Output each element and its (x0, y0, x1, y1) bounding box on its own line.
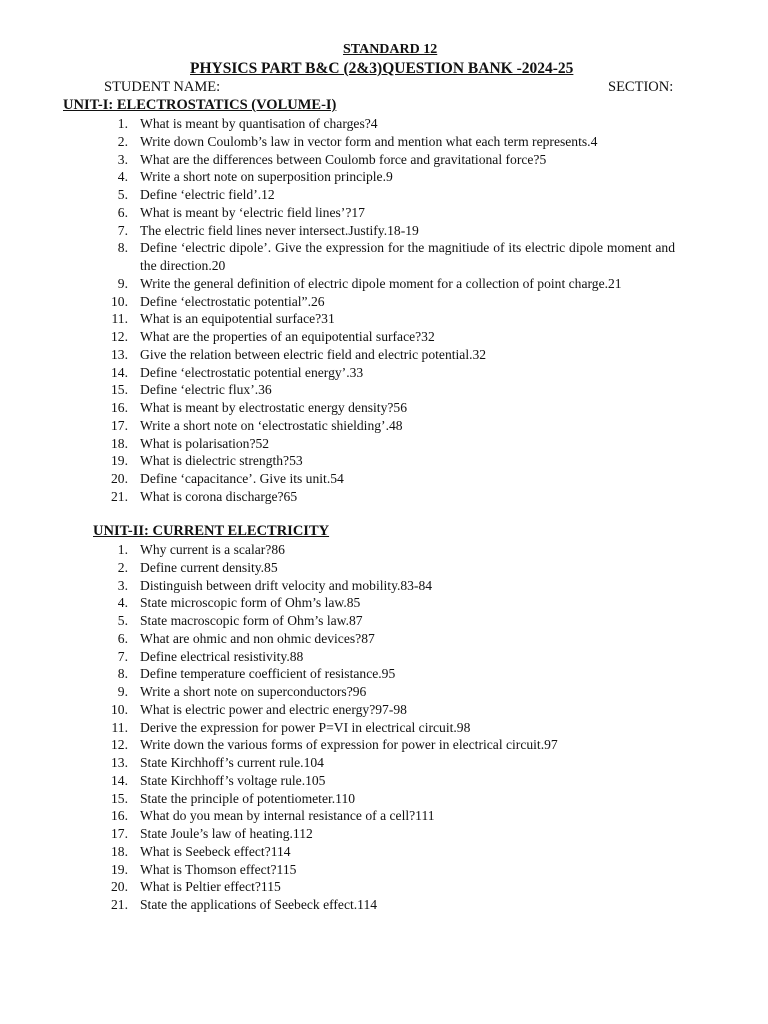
question-item (0, 239, 675, 275)
question-number: 19. (111, 453, 128, 469)
question-item (0, 630, 675, 648)
question-item (0, 559, 675, 577)
question-text: Write down the various forms of expression for power in electrical circuit.97 (140, 737, 558, 753)
question-item (0, 115, 675, 133)
question-item (0, 488, 675, 506)
question-text: State microscopic form of Ohm’s law.85 (140, 595, 361, 611)
question-text: Write a short note on superposition principle.9 (140, 169, 393, 185)
question-item (0, 364, 675, 382)
question-text: Define ‘electrostatic potential”.26 (140, 293, 325, 309)
question-number: 18. (111, 435, 128, 451)
question-item (0, 470, 675, 488)
question-number: 3. (117, 151, 128, 167)
question-number: 12. (111, 737, 128, 753)
question-text: What do you mean by internal resistance of a cell?111 (140, 808, 435, 824)
question-number: 19. (111, 861, 128, 877)
question-number: 20. (111, 879, 128, 895)
question-number: 21. (111, 897, 128, 912)
question-item (0, 222, 675, 240)
question-number: 1. (117, 116, 128, 131)
question-item (0, 328, 675, 346)
question-text: State the principle of potentiometer.110 (140, 790, 356, 806)
question-text: Write a short note on superconductors?96 (140, 684, 367, 699)
question-number: 2. (117, 133, 128, 149)
question-item (0, 541, 675, 559)
question-number: 14. (111, 772, 128, 788)
question-number: 8. (117, 666, 128, 682)
page-title: PHYSICS PART B&C (2&3)QUESTION BANK -2024-25 (190, 60, 574, 77)
question-item (0, 790, 675, 808)
question-text: State Kirchhoff’s current rule.104 (140, 755, 324, 770)
question-item (0, 807, 675, 825)
question-text: What is corona discharge?65 (140, 488, 298, 504)
question-number: 5. (117, 613, 128, 628)
question-item (0, 204, 675, 222)
question-number: 9. (117, 275, 128, 291)
question-item (0, 772, 675, 790)
question-item (0, 577, 675, 595)
question-item (0, 168, 675, 186)
question-number: 17. (111, 417, 128, 433)
question-item (0, 275, 675, 293)
question-item (0, 346, 675, 364)
question-item (0, 665, 675, 683)
question-item (0, 825, 675, 843)
question-item (0, 719, 675, 737)
question-text: What is meant by electrostatic energy density?56 (140, 400, 408, 415)
question-item (0, 701, 675, 719)
question-text: What is Thomson effect?115 (140, 861, 297, 877)
question-number: 6. (117, 204, 128, 220)
question-item (0, 648, 675, 666)
question-number: 9. (117, 684, 128, 699)
question-text: What is Peltier effect?115 (140, 879, 281, 895)
question-number: 7. (117, 222, 128, 238)
question-item (0, 612, 675, 630)
question-item (0, 736, 675, 754)
question-number: 13. (111, 346, 128, 362)
unit-1-heading: UNIT-I: ELECTROSTATICS (VOLUME-I) (63, 97, 337, 113)
question-text: Define ‘electric dipole’. Give the expression for the magnitiude of its electric dipole moment and the direction.20 (140, 240, 675, 273)
question-item (0, 186, 675, 204)
question-number: 15. (111, 382, 128, 398)
question-item (0, 896, 675, 914)
question-number: 15. (111, 790, 128, 806)
question-item (0, 594, 675, 612)
question-item (0, 878, 675, 896)
question-text: Define ‘electric flux’.36 (140, 382, 272, 398)
question-number: 7. (117, 648, 128, 664)
question-number: 4. (117, 595, 128, 611)
question-text: Write a short note on ‘electrostatic shielding’.48 (140, 417, 403, 433)
question-item (0, 754, 675, 772)
question-number: 3. (117, 577, 128, 593)
student-name-label: STUDENT NAME: (104, 79, 221, 95)
question-text: What is dielectric strength?53 (140, 453, 303, 469)
question-item (0, 435, 675, 453)
question-text: Derive the expression for power P=VI in electrical circuit.98 (140, 719, 471, 735)
question-item (0, 843, 675, 861)
section-label: SECTION: (608, 79, 674, 95)
question-text: Distinguish between drift velocity and mobility.83-84 (140, 577, 433, 593)
question-item (0, 417, 675, 435)
question-text: What are the properties of an equipotential surface?32 (140, 329, 435, 344)
question-text: What is polarisation?52 (140, 435, 270, 451)
question-text: State the applications of Seebeck effect.114 (140, 897, 378, 912)
question-item (0, 310, 675, 328)
unit-1-question-list (0, 115, 675, 506)
question-text: Why current is a scalar?86 (140, 542, 285, 557)
question-text: The electric field lines never intersect.Justify.18-19 (140, 222, 419, 238)
question-text: What are the differences between Coulomb force and gravitational force?5 (140, 151, 547, 167)
question-item (0, 293, 675, 311)
question-text: Write the general definition of electric dipole moment for a collection of point charge.21 (140, 275, 622, 291)
question-number: 13. (111, 755, 128, 770)
question-text: What are ohmic and non ohmic devices?87 (140, 630, 375, 646)
question-item (0, 381, 675, 399)
question-number: 1. (117, 542, 128, 557)
unit-2-heading: UNIT-II: CURRENT ELECTRICITY (93, 523, 330, 539)
question-number: 14. (111, 364, 128, 380)
question-text: State macroscopic form of Ohm’s law.87 (140, 613, 363, 628)
question-number: 18. (111, 843, 128, 859)
question-text: What is Seebeck effect?114 (140, 843, 291, 859)
question-item (0, 151, 675, 169)
question-text: Define ‘electrostatic potential energy’.33 (140, 364, 364, 380)
question-number: 17. (111, 826, 128, 841)
question-number: 10. (111, 293, 128, 309)
question-item (0, 399, 675, 417)
question-text: What is an equipotential surface?31 (140, 311, 335, 327)
question-text: Define current density.85 (140, 559, 278, 575)
question-number: 5. (117, 187, 128, 202)
question-number: 4. (117, 169, 128, 185)
question-number: 20. (111, 471, 128, 486)
question-text: Define ‘capacitance’. Give its unit.54 (140, 471, 344, 486)
standard-heading: STANDARD 12 (343, 42, 438, 57)
question-number: 12. (111, 329, 128, 344)
question-number: 6. (117, 630, 128, 646)
question-item (0, 683, 675, 701)
question-text: Define ‘electric field’.12 (140, 187, 275, 202)
question-number: 11. (111, 311, 128, 327)
question-item (0, 133, 675, 151)
question-text: What is meant by quantisation of charges?4 (140, 116, 378, 131)
question-text: Write down Coulomb’s law in vector form and mention what each term represents.4 (140, 133, 598, 149)
question-number: 16. (111, 808, 128, 824)
question-number: 21. (111, 488, 128, 504)
question-text: State Joule’s law of heating.112 (140, 826, 313, 841)
question-item (0, 452, 675, 470)
question-text: Give the relation between electric field and electric potential.32 (140, 346, 487, 362)
question-number: 11. (111, 719, 128, 735)
question-number: 10. (111, 701, 128, 717)
question-text: State Kirchhoff’s voltage rule.105 (140, 772, 326, 788)
question-text: Define electrical resistivity.88 (140, 648, 304, 664)
question-number: 16. (111, 400, 128, 415)
unit-2-question-list (0, 541, 675, 914)
question-text: What is meant by ‘electric field lines’?17 (140, 204, 365, 220)
question-item (0, 861, 675, 879)
question-number: 8. (117, 240, 128, 256)
question-number: 2. (117, 559, 128, 575)
question-text: What is electric power and electric energy?97-98 (140, 701, 407, 717)
question-text: Define temperature coefficient of resistance.95 (140, 666, 396, 682)
